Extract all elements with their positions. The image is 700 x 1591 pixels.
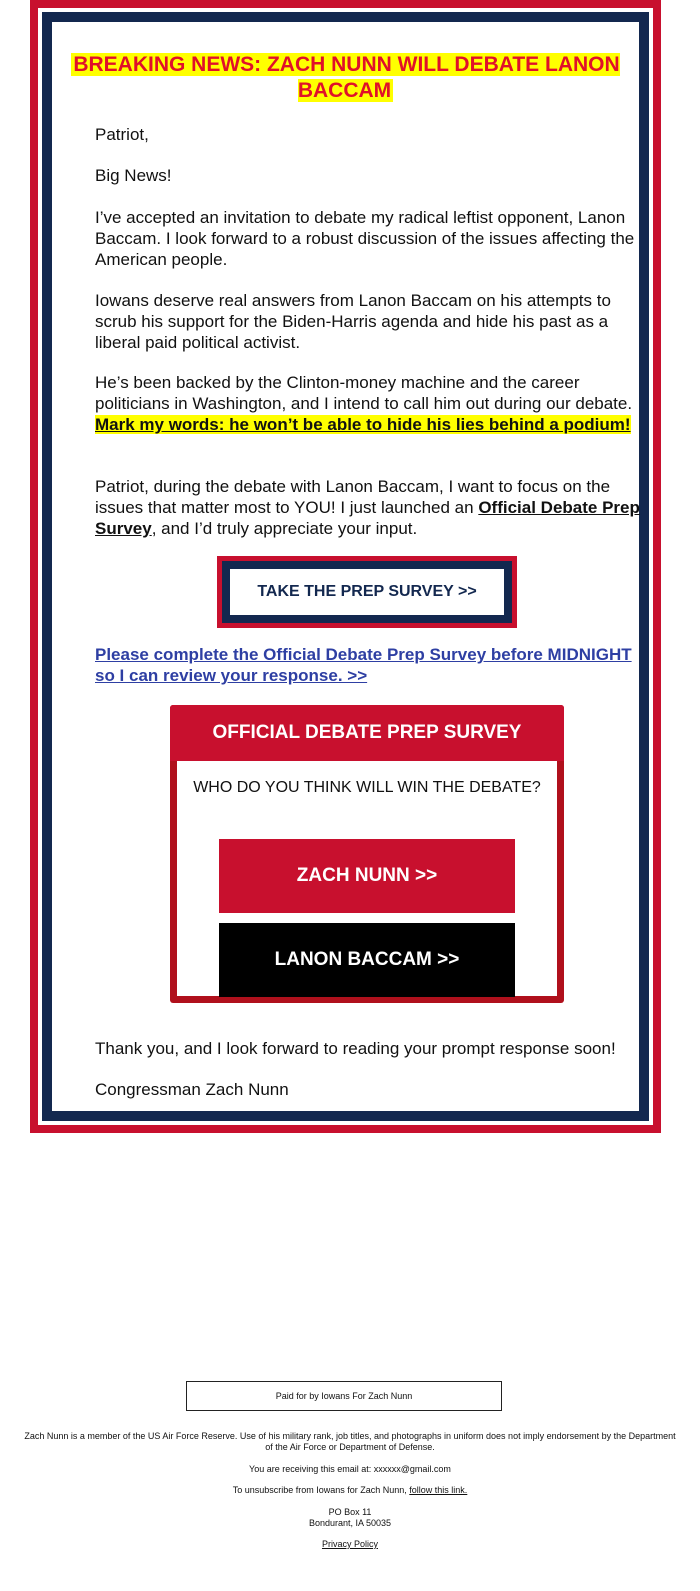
- vote-lanon-baccam-button[interactable]: LANON BACCAM >>: [219, 923, 515, 997]
- po-box: PO Box 11: [328, 1507, 372, 1517]
- frame-navy-border: [42, 12, 649, 1121]
- survey-body: [177, 761, 557, 996]
- deadline-survey-link[interactable]: Please complete the Official Debate Prep Survey before MIDNIGHT so I can review your response. >>: [95, 645, 632, 685]
- email-outer-frame: [30, 0, 661, 1133]
- city-address: Bondurant, IA 50035: [308, 1518, 392, 1528]
- vote-zach-nunn-button[interactable]: ZACH NUNN >>: [219, 839, 515, 913]
- take-survey-button-border: [222, 561, 512, 623]
- privacy-policy: [20, 1539, 680, 1550]
- frame-spacer: [38, 8, 653, 1125]
- headline: BREAKING NEWS: ZACH NUNN WILL DEBATE LANON BACCAM: [73, 53, 620, 102]
- survey-title: OFFICIAL DEBATE PREP SURVEY: [170, 705, 564, 761]
- survey-question: WHO DO YOU THINK WILL WIN THE DEBATE?: [193, 779, 541, 796]
- signature: Congressman Zach Nunn: [95, 1080, 289, 1099]
- paragraph-backed-text: He’s been backed by the Clinton-money machine and the career politicians in Washington, and I intend to call him out during our debate.: [95, 373, 633, 413]
- privacy-policy-link[interactable]: Privacy Policy: [321, 1539, 378, 1549]
- paragraph-invitation: I’ve accepted an invitation to debate my radical leftist opponent, Lanon Baccam. I look forward to a robust discussion of the issues affecting the American people.: [95, 208, 635, 269]
- closing-line: Thank you, and I look forward to reading your prompt response soon!: [95, 1039, 616, 1058]
- paid-for-box: Paid for by Iowans For Zach Nunn: [186, 1381, 502, 1411]
- paragraph-survey-text: Patriot, during the debate with Lanon Baccam, I want to focus on the issues that matter most to YOU! I just launched an: [95, 477, 611, 517]
- unsubscribe-link[interactable]: follow this link.: [409, 1485, 468, 1495]
- paragraph-survey-end: , and I’d truly appreciate your input.: [151, 519, 418, 538]
- paragraph-survey: [95, 476, 650, 539]
- email-content: [52, 22, 639, 1111]
- paragraph-iowans: Iowans deserve real answers from Lanon Baccam on his attempts to scrub his support for the Biden-Harris agenda and hide his past as a liberal paid political activist.: [95, 291, 611, 352]
- take-survey-button-frame: [217, 556, 517, 628]
- unsubscribe-notice: [20, 1485, 680, 1496]
- intro-line: Big News!: [95, 166, 172, 185]
- take-survey-button[interactable]: TAKE THE PREP SURVEY >>: [230, 569, 504, 615]
- survey-inline-link[interactable]: Official Debate Prep Survey: [95, 498, 640, 538]
- military-disclaimer: Zach Nunn is a member of the US Air Force Reserve. Use of his military rank, job titles, and photographs in uniform does not imply endorsement by the Department of the Air Force or Department of Defense.: [24, 1431, 676, 1452]
- survey-widget: [170, 705, 564, 1003]
- paragraph-backed: [95, 372, 650, 435]
- greeting: Patriot,: [95, 125, 149, 144]
- unsubscribe-text: To unsubscribe from Iowans for Zach Nunn,: [232, 1485, 410, 1495]
- highlighted-quote: Mark my words: he won’t be able to hide his lies behind a podium!: [95, 415, 631, 434]
- receiving-email-notice: You are receiving this email at: xxxxxx@gmail.com: [249, 1464, 451, 1474]
